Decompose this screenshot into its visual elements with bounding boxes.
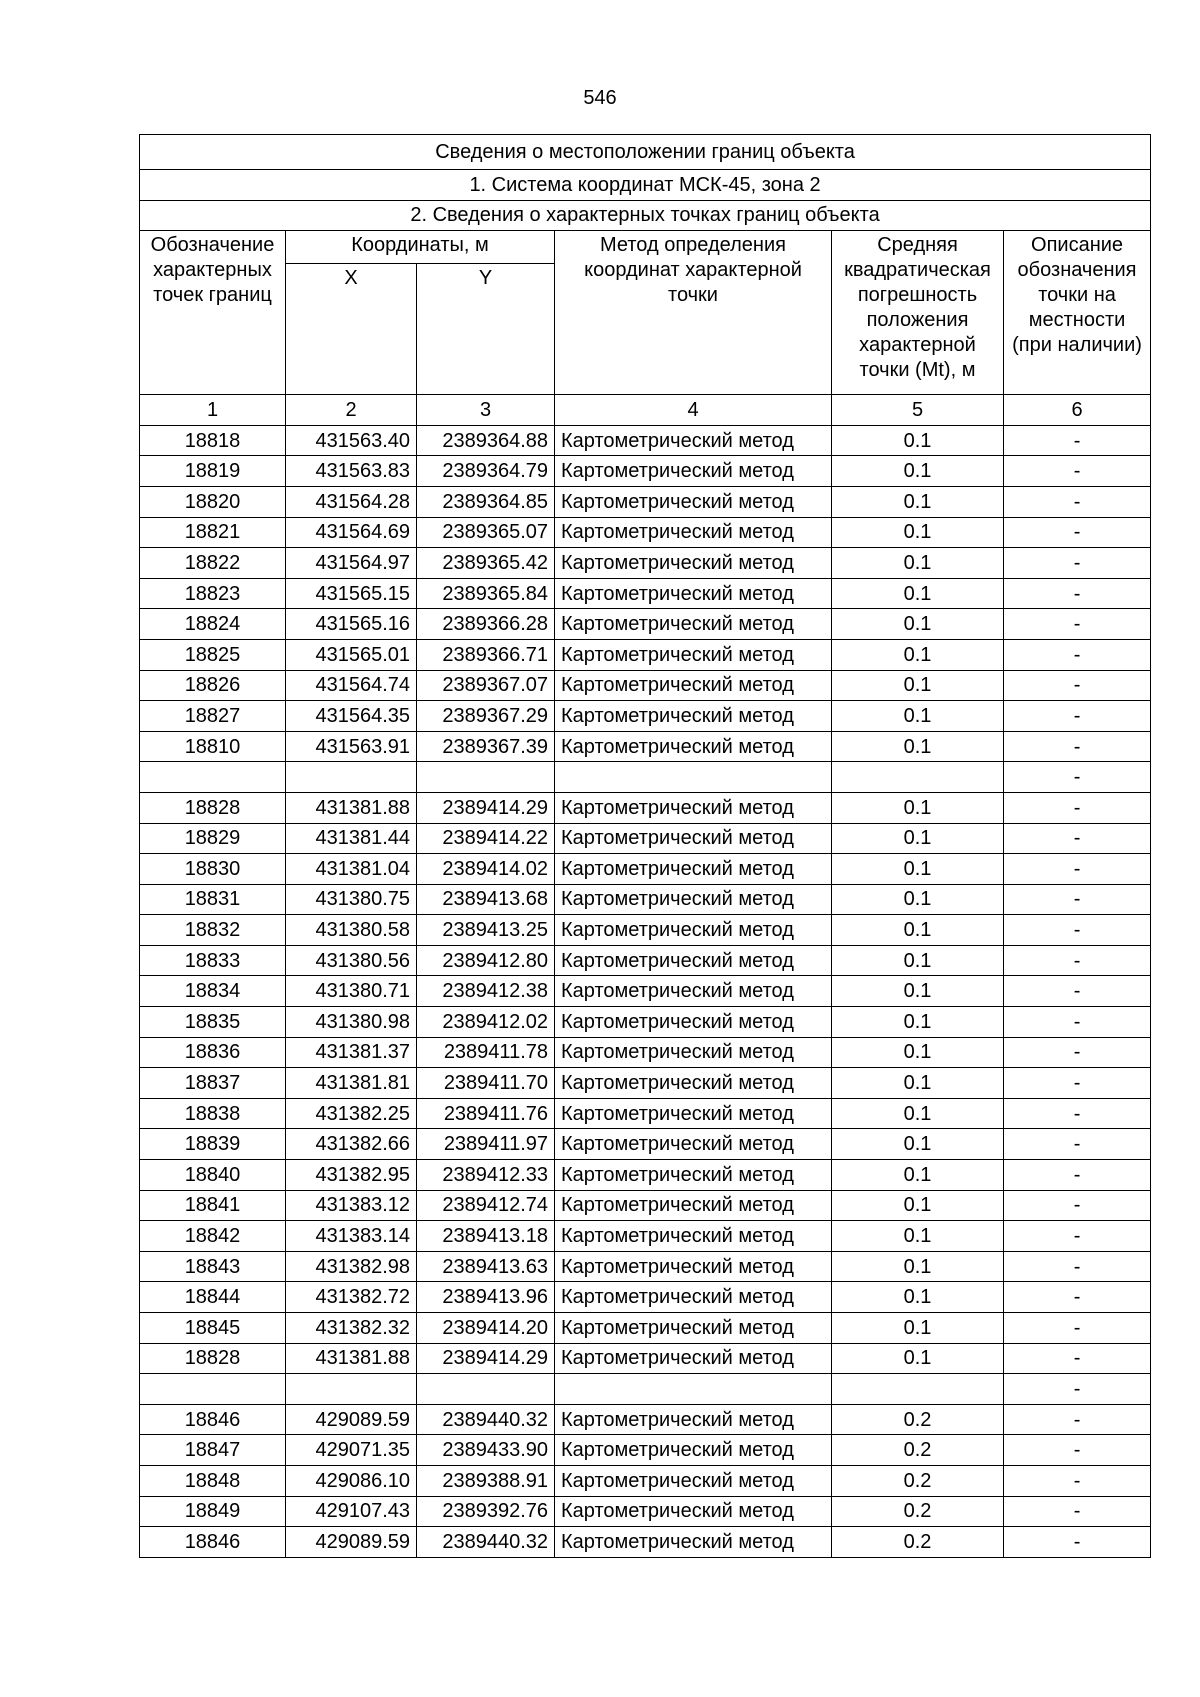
description-cell: - <box>1004 823 1151 854</box>
point-id-cell: 18837 <box>140 1068 286 1099</box>
x-coordinate-cell: 431382.95 <box>286 1160 417 1191</box>
table-row <box>140 578 1151 609</box>
method-cell: Картометрический метод <box>555 945 832 976</box>
y-coordinate-cell <box>417 1374 555 1405</box>
description-cell: - <box>1004 1007 1151 1038</box>
method-cell: Картометрический метод <box>555 1496 832 1527</box>
header-error: Средняя квадратическая погрешность положения характерной точки (Mt), м <box>832 231 1004 395</box>
column-number: 3 <box>417 395 555 426</box>
header-x: X <box>286 264 417 395</box>
table-row <box>140 486 1151 517</box>
description-cell: - <box>1004 1435 1151 1466</box>
y-coordinate-cell <box>417 762 555 793</box>
method-cell: Картометрический метод <box>555 1160 832 1191</box>
error-cell: 0.1 <box>832 609 1004 640</box>
table-row <box>140 1190 1151 1221</box>
table-row <box>140 670 1151 701</box>
method-cell: Картометрический метод <box>555 1129 832 1160</box>
x-coordinate-cell: 431380.98 <box>286 1007 417 1038</box>
description-cell: - <box>1004 915 1151 946</box>
table-row <box>140 1465 1151 1496</box>
table-row <box>140 823 1151 854</box>
point-id-cell <box>140 762 286 793</box>
description-cell: - <box>1004 1527 1151 1558</box>
error-cell: 0.1 <box>832 701 1004 732</box>
method-cell: Картометрический метод <box>555 1068 832 1099</box>
method-cell: Картометрический метод <box>555 823 832 854</box>
boundary-points-table <box>139 134 1151 1558</box>
method-cell: Картометрический метод <box>555 792 832 823</box>
error-cell: 0.1 <box>832 639 1004 670</box>
y-coordinate-cell: 2389367.07 <box>417 670 555 701</box>
table-body <box>140 135 1151 1558</box>
description-cell: - <box>1004 609 1151 640</box>
method-cell: Картометрический метод <box>555 915 832 946</box>
table-row <box>140 1404 1151 1435</box>
error-cell: 0.1 <box>832 578 1004 609</box>
x-coordinate-cell: 431565.01 <box>286 639 417 670</box>
description-cell: - <box>1004 548 1151 579</box>
y-coordinate-cell: 2389414.02 <box>417 854 555 885</box>
description-cell: - <box>1004 731 1151 762</box>
x-coordinate-cell: 431381.44 <box>286 823 417 854</box>
description-cell: - <box>1004 1404 1151 1435</box>
y-coordinate-cell: 2389366.71 <box>417 639 555 670</box>
y-coordinate-cell: 2389388.91 <box>417 1465 555 1496</box>
method-cell: Картометрический метод <box>555 456 832 487</box>
x-coordinate-cell: 431381.37 <box>286 1037 417 1068</box>
column-number: 4 <box>555 395 832 426</box>
method-cell: Картометрический метод <box>555 1098 832 1129</box>
description-cell: - <box>1004 1251 1151 1282</box>
y-coordinate-cell: 2389412.74 <box>417 1190 555 1221</box>
error-cell: 0.2 <box>832 1465 1004 1496</box>
table-title: Сведения о местоположении границ объекта <box>140 135 1151 170</box>
error-cell: 0.1 <box>832 670 1004 701</box>
point-id-cell: 18819 <box>140 456 286 487</box>
description-cell: - <box>1004 1160 1151 1191</box>
column-number: 6 <box>1004 395 1151 426</box>
description-cell: - <box>1004 1221 1151 1252</box>
y-coordinate-cell: 2389411.76 <box>417 1098 555 1129</box>
y-coordinate-cell: 2389365.84 <box>417 578 555 609</box>
description-cell: - <box>1004 792 1151 823</box>
error-cell: 0.1 <box>832 1160 1004 1191</box>
error-cell: 0.1 <box>832 945 1004 976</box>
point-id-cell: 18818 <box>140 425 286 456</box>
method-cell: Картометрический метод <box>555 1343 832 1374</box>
table-row <box>140 1221 1151 1252</box>
error-cell: 0.1 <box>832 1343 1004 1374</box>
x-coordinate-cell: 431382.72 <box>286 1282 417 1313</box>
x-coordinate-cell: 431564.35 <box>286 701 417 732</box>
point-id-cell: 18845 <box>140 1313 286 1344</box>
table-row <box>140 1282 1151 1313</box>
y-coordinate-cell: 2389365.07 <box>417 517 555 548</box>
point-id-cell: 18825 <box>140 639 286 670</box>
method-cell: Картометрический метод <box>555 486 832 517</box>
x-coordinate-cell: 431380.75 <box>286 884 417 915</box>
point-id-cell: 18842 <box>140 1221 286 1252</box>
description-cell: - <box>1004 1465 1151 1496</box>
column-number: 1 <box>140 395 286 426</box>
table-row <box>140 976 1151 1007</box>
header-y: Y <box>417 264 555 395</box>
y-coordinate-cell: 2389414.29 <box>417 792 555 823</box>
table-row <box>140 884 1151 915</box>
table-row <box>140 1496 1151 1527</box>
description-cell: - <box>1004 1374 1151 1405</box>
table-row <box>140 639 1151 670</box>
description-cell: - <box>1004 701 1151 732</box>
method-cell: Картометрический метод <box>555 1527 832 1558</box>
point-id-cell <box>140 1374 286 1405</box>
y-coordinate-cell: 2389412.80 <box>417 945 555 976</box>
method-cell: Картометрический метод <box>555 517 832 548</box>
table-row <box>140 1527 1151 1558</box>
table-row <box>140 456 1151 487</box>
method-cell: Картометрический метод <box>555 1282 832 1313</box>
point-id-cell: 18826 <box>140 670 286 701</box>
x-coordinate-cell: 429107.43 <box>286 1496 417 1527</box>
method-cell: Картометрический метод <box>555 731 832 762</box>
point-id-cell: 18821 <box>140 517 286 548</box>
table-row <box>140 609 1151 640</box>
error-cell: 0.2 <box>832 1527 1004 1558</box>
y-coordinate-cell: 2389414.20 <box>417 1313 555 1344</box>
y-coordinate-cell: 2389413.63 <box>417 1251 555 1282</box>
y-coordinate-cell: 2389412.02 <box>417 1007 555 1038</box>
x-coordinate-cell: 431383.14 <box>286 1221 417 1252</box>
table-row <box>140 1129 1151 1160</box>
x-coordinate-cell: 429071.35 <box>286 1435 417 1466</box>
y-coordinate-cell: 2389413.18 <box>417 1221 555 1252</box>
title-row <box>140 135 1151 170</box>
table-row <box>140 517 1151 548</box>
table-row <box>140 854 1151 885</box>
header-designation: Обозначение характерных точек границ <box>140 231 286 395</box>
description-cell: - <box>1004 854 1151 885</box>
point-id-cell: 18849 <box>140 1496 286 1527</box>
description-cell: - <box>1004 639 1151 670</box>
section-title: 2. Сведения о характерных точках границ объекта <box>140 200 1151 231</box>
error-cell: 0.1 <box>832 456 1004 487</box>
point-id-cell: 18823 <box>140 578 286 609</box>
error-cell: 0.2 <box>832 1496 1004 1527</box>
y-coordinate-cell: 2389414.29 <box>417 1343 555 1374</box>
y-coordinate-cell: 2389367.29 <box>417 701 555 732</box>
page-number: 546 <box>583 87 617 109</box>
point-id-cell: 18824 <box>140 609 286 640</box>
description-cell: - <box>1004 517 1151 548</box>
y-coordinate-cell: 2389412.33 <box>417 1160 555 1191</box>
error-cell: 0.1 <box>832 548 1004 579</box>
y-coordinate-cell: 2389367.39 <box>417 731 555 762</box>
x-coordinate-cell: 431382.32 <box>286 1313 417 1344</box>
y-coordinate-cell: 2389433.90 <box>417 1435 555 1466</box>
table-row <box>140 425 1151 456</box>
method-cell: Картометрический метод <box>555 609 832 640</box>
method-cell: Картометрический метод <box>555 976 832 1007</box>
y-coordinate-cell: 2389366.28 <box>417 609 555 640</box>
table-row <box>140 1374 1151 1405</box>
y-coordinate-cell: 2389440.32 <box>417 1404 555 1435</box>
y-coordinate-cell: 2389364.88 <box>417 425 555 456</box>
error-cell: 0.1 <box>832 517 1004 548</box>
description-cell: - <box>1004 976 1151 1007</box>
table-row <box>140 1313 1151 1344</box>
description-cell: - <box>1004 670 1151 701</box>
description-cell: - <box>1004 1282 1151 1313</box>
error-cell: 0.1 <box>832 425 1004 456</box>
header-description: Описание обозначения точки на местности (при наличии) <box>1004 231 1151 395</box>
table-row <box>140 1098 1151 1129</box>
x-coordinate-cell: 431381.88 <box>286 1343 417 1374</box>
x-coordinate-cell: 431563.40 <box>286 425 417 456</box>
description-cell: - <box>1004 1313 1151 1344</box>
y-coordinate-cell: 2389364.79 <box>417 456 555 487</box>
x-coordinate-cell: 431564.97 <box>286 548 417 579</box>
error-cell: 0.1 <box>832 1098 1004 1129</box>
x-coordinate-cell: 431563.83 <box>286 456 417 487</box>
x-coordinate-cell: 431382.25 <box>286 1098 417 1129</box>
point-id-cell: 18839 <box>140 1129 286 1160</box>
method-cell: Картометрический метод <box>555 1313 832 1344</box>
x-coordinate-cell: 429089.59 <box>286 1527 417 1558</box>
error-cell: 0.2 <box>832 1404 1004 1435</box>
description-cell: - <box>1004 762 1151 793</box>
point-id-cell: 18840 <box>140 1160 286 1191</box>
point-id-cell: 18828 <box>140 1343 286 1374</box>
point-id-cell: 18830 <box>140 854 286 885</box>
error-cell: 0.1 <box>832 1221 1004 1252</box>
description-cell: - <box>1004 1037 1151 1068</box>
point-id-cell: 18822 <box>140 548 286 579</box>
point-id-cell: 18841 <box>140 1190 286 1221</box>
method-cell: Картометрический метод <box>555 1007 832 1038</box>
point-id-cell: 18838 <box>140 1098 286 1129</box>
description-cell: - <box>1004 486 1151 517</box>
point-id-cell: 18834 <box>140 976 286 1007</box>
method-cell: Картометрический метод <box>555 1404 832 1435</box>
description-cell: - <box>1004 1496 1151 1527</box>
method-cell: Картометрический метод <box>555 425 832 456</box>
table-row <box>140 1037 1151 1068</box>
error-cell: 0.1 <box>832 1068 1004 1099</box>
error-cell <box>832 1374 1004 1405</box>
x-coordinate-cell: 431382.98 <box>286 1251 417 1282</box>
description-cell: - <box>1004 1129 1151 1160</box>
method-cell: Картометрический метод <box>555 1221 832 1252</box>
table-row <box>140 1160 1151 1191</box>
error-cell: 0.1 <box>832 1007 1004 1038</box>
method-cell: Картометрический метод <box>555 701 832 732</box>
method-cell: Картометрический метод <box>555 884 832 915</box>
error-cell: 0.1 <box>832 823 1004 854</box>
y-coordinate-cell: 2389413.96 <box>417 1282 555 1313</box>
column-numbers-row <box>140 395 1151 426</box>
description-cell: - <box>1004 1343 1151 1374</box>
table-row <box>140 1007 1151 1038</box>
table-row <box>140 915 1151 946</box>
y-coordinate-cell: 2389411.70 <box>417 1068 555 1099</box>
x-coordinate-cell <box>286 762 417 793</box>
point-id-cell: 18827 <box>140 701 286 732</box>
method-cell: Картометрический метод <box>555 1251 832 1282</box>
y-coordinate-cell: 2389440.32 <box>417 1527 555 1558</box>
header-coordinates: Координаты, м <box>286 231 555 264</box>
point-id-cell: 18833 <box>140 945 286 976</box>
x-coordinate-cell: 429089.59 <box>286 1404 417 1435</box>
method-cell: Картометрический метод <box>555 639 832 670</box>
table-row <box>140 731 1151 762</box>
error-cell: 0.1 <box>832 1282 1004 1313</box>
method-cell: Картометрический метод <box>555 1435 832 1466</box>
error-cell: 0.1 <box>832 884 1004 915</box>
table-row <box>140 1068 1151 1099</box>
header-method: Метод определения координат характерной точки <box>555 231 832 395</box>
x-coordinate-cell: 431564.28 <box>286 486 417 517</box>
x-coordinate-cell: 431380.58 <box>286 915 417 946</box>
x-coordinate-cell: 431380.56 <box>286 945 417 976</box>
section2-row <box>140 200 1151 231</box>
x-coordinate-cell: 429086.10 <box>286 1465 417 1496</box>
section1-row <box>140 170 1151 201</box>
x-coordinate-cell <box>286 1374 417 1405</box>
y-coordinate-cell: 2389414.22 <box>417 823 555 854</box>
error-cell: 0.2 <box>832 1435 1004 1466</box>
table-row <box>140 945 1151 976</box>
x-coordinate-cell: 431563.91 <box>286 731 417 762</box>
table-row <box>140 762 1151 793</box>
description-cell: - <box>1004 456 1151 487</box>
method-cell: Картометрический метод <box>555 578 832 609</box>
y-coordinate-cell: 2389412.38 <box>417 976 555 1007</box>
x-coordinate-cell: 431380.71 <box>286 976 417 1007</box>
point-id-cell: 18843 <box>140 1251 286 1282</box>
method-cell: Картометрический метод <box>555 670 832 701</box>
y-coordinate-cell: 2389411.78 <box>417 1037 555 1068</box>
point-id-cell: 18832 <box>140 915 286 946</box>
error-cell: 0.1 <box>832 1129 1004 1160</box>
point-id-cell: 18820 <box>140 486 286 517</box>
point-id-cell: 18829 <box>140 823 286 854</box>
table-row <box>140 792 1151 823</box>
point-id-cell: 18848 <box>140 1465 286 1496</box>
y-coordinate-cell: 2389413.25 <box>417 915 555 946</box>
table-row <box>140 548 1151 579</box>
point-id-cell: 18847 <box>140 1435 286 1466</box>
error-cell: 0.1 <box>832 1037 1004 1068</box>
error-cell: 0.1 <box>832 731 1004 762</box>
x-coordinate-cell: 431383.12 <box>286 1190 417 1221</box>
x-coordinate-cell: 431564.69 <box>286 517 417 548</box>
error-cell: 0.1 <box>832 792 1004 823</box>
description-cell: - <box>1004 425 1151 456</box>
point-id-cell: 18831 <box>140 884 286 915</box>
error-cell: 0.1 <box>832 486 1004 517</box>
error-cell: 0.1 <box>832 1313 1004 1344</box>
table-row <box>140 701 1151 732</box>
method-cell <box>555 1374 832 1405</box>
point-id-cell: 18835 <box>140 1007 286 1038</box>
point-id-cell: 18836 <box>140 1037 286 1068</box>
x-coordinate-cell: 431565.15 <box>286 578 417 609</box>
x-coordinate-cell: 431564.74 <box>286 670 417 701</box>
x-coordinate-cell: 431381.81 <box>286 1068 417 1099</box>
table-row <box>140 1435 1151 1466</box>
point-id-cell: 18828 <box>140 792 286 823</box>
method-cell <box>555 762 832 793</box>
y-coordinate-cell: 2389365.42 <box>417 548 555 579</box>
description-cell: - <box>1004 1098 1151 1129</box>
coordinate-system: 1. Система координат МСК-45, зона 2 <box>140 170 1151 201</box>
table-row <box>140 1251 1151 1282</box>
point-id-cell: 18846 <box>140 1527 286 1558</box>
description-cell: - <box>1004 945 1151 976</box>
description-cell: - <box>1004 884 1151 915</box>
method-cell: Картометрический метод <box>555 1037 832 1068</box>
point-id-cell: 18844 <box>140 1282 286 1313</box>
description-cell: - <box>1004 578 1151 609</box>
description-cell: - <box>1004 1190 1151 1221</box>
x-coordinate-cell: 431381.88 <box>286 792 417 823</box>
y-coordinate-cell: 2389411.97 <box>417 1129 555 1160</box>
method-cell: Картометрический метод <box>555 1190 832 1221</box>
method-cell: Картометрический метод <box>555 1465 832 1496</box>
y-coordinate-cell: 2389413.68 <box>417 884 555 915</box>
point-id-cell: 18846 <box>140 1404 286 1435</box>
error-cell: 0.1 <box>832 1190 1004 1221</box>
description-cell: - <box>1004 1068 1151 1099</box>
point-id-cell: 18810 <box>140 731 286 762</box>
y-coordinate-cell: 2389364.85 <box>417 486 555 517</box>
method-cell: Картометрический метод <box>555 548 832 579</box>
table-row <box>140 1343 1151 1374</box>
x-coordinate-cell: 431565.16 <box>286 609 417 640</box>
header-row <box>140 231 1151 264</box>
column-number: 2 <box>286 395 417 426</box>
error-cell: 0.1 <box>832 976 1004 1007</box>
method-cell: Картометрический метод <box>555 854 832 885</box>
x-coordinate-cell: 431381.04 <box>286 854 417 885</box>
error-cell: 0.1 <box>832 915 1004 946</box>
error-cell: 0.1 <box>832 1251 1004 1282</box>
error-cell <box>832 762 1004 793</box>
y-coordinate-cell: 2389392.76 <box>417 1496 555 1527</box>
x-coordinate-cell: 431382.66 <box>286 1129 417 1160</box>
error-cell: 0.1 <box>832 854 1004 885</box>
column-number: 5 <box>832 395 1004 426</box>
